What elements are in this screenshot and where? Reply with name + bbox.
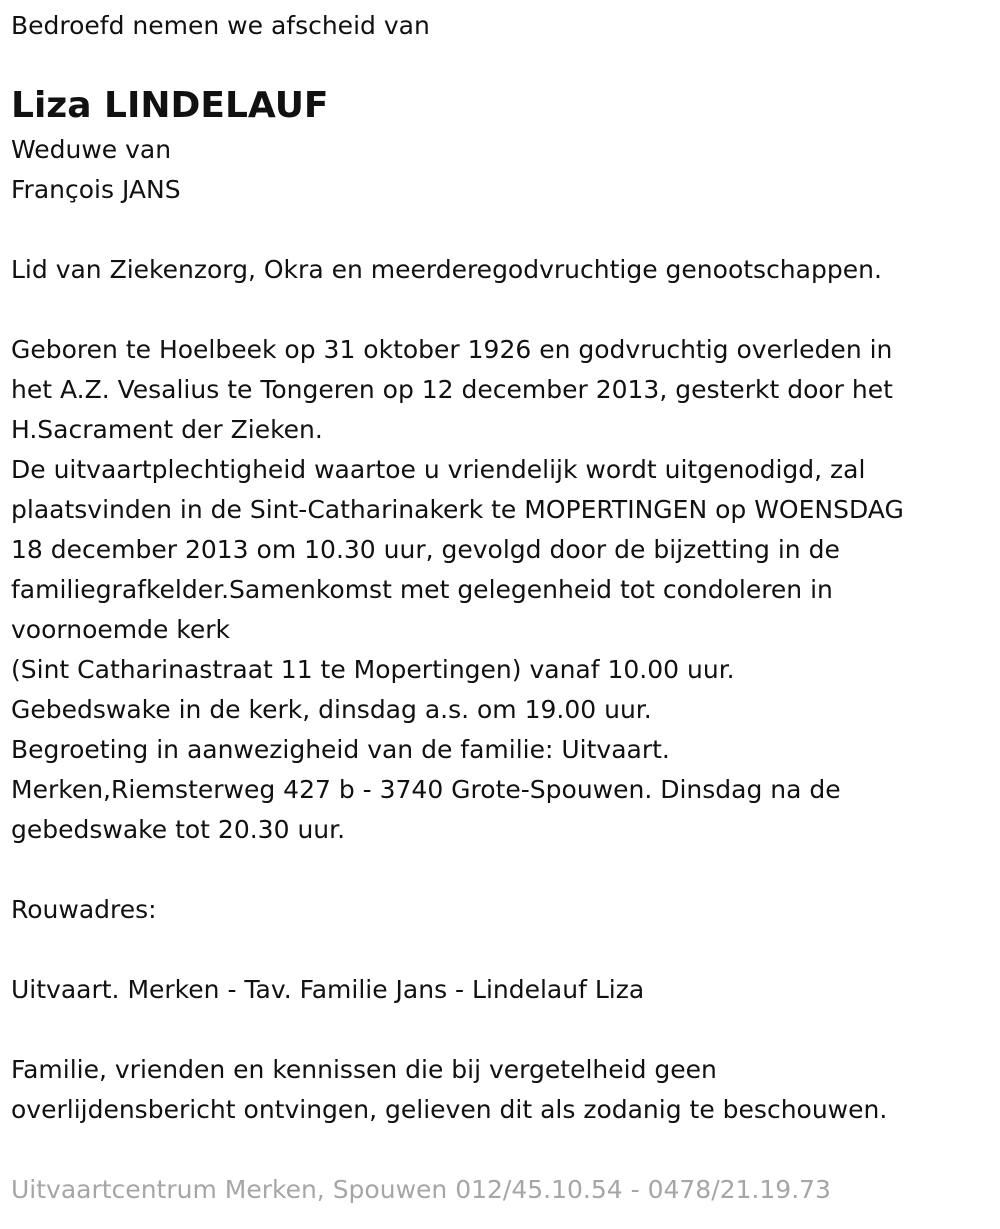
- spacer: [11, 930, 1000, 970]
- details-line: het A.Z. Vesalius te Tongeren op 12 december 2013, gesterkt door het: [11, 375, 893, 404]
- details-line: Begroeting in aanwezigheid van de familie: Uitvaart.: [11, 735, 670, 764]
- details-block: [11, 330, 1000, 850]
- details-line: gebedswake tot 20.30 uur.: [11, 815, 346, 844]
- spouse-line: François JANS: [11, 175, 181, 204]
- details-line: Geboren te Hoelbeek op 31 oktober 1926 en godvruchtig overleden in: [11, 335, 893, 364]
- rouwadres-address: Uitvaart. Merken - Tav. Familie Jans - Lindelauf Liza: [11, 975, 645, 1004]
- details-line: voornoemde kerk: [11, 615, 231, 644]
- intro-line: Bedroefd nemen we afscheid van: [11, 11, 430, 40]
- spacer: [11, 210, 1000, 250]
- funeral-home-footer: Uitvaartcentrum Merken, Spouwen 012/45.10.54 - 0478/21.19.73: [11, 1175, 831, 1204]
- details-line: Merken,Riemsterweg 427 b - 3740 Grote-Spouwen. Dinsdag na de: [11, 775, 841, 804]
- details-line: plaatsvinden in de Sint-Catharinakerk te MOPERTINGEN op WOENSDAG: [11, 495, 904, 524]
- spacer: [11, 290, 1000, 330]
- spacer: [11, 850, 1000, 890]
- membership-line: Lid van Ziekenzorg, Okra en meerderegodvruchtige genootschappen.: [11, 255, 882, 284]
- details-line: Gebedswake in de kerk, dinsdag a.s. om 19.00 uur.: [11, 695, 652, 724]
- spouse-block: [11, 130, 1000, 210]
- rouwadres-label: Rouwadres:: [11, 895, 157, 924]
- spouse-line: Weduwe van: [11, 135, 172, 164]
- notice-block: [11, 1050, 1000, 1130]
- details-line: 18 december 2013 om 10.30 uur, gevolgd door de bijzetting in de: [11, 535, 840, 564]
- details-line: De uitvaartplechtigheid waartoe u vriendelijk wordt uitgenodigd, zal: [11, 455, 866, 484]
- notice-line: overlijdensbericht ontvingen, gelieven dit als zodanig te beschouwen.: [11, 1095, 888, 1124]
- spacer: [11, 1010, 1000, 1050]
- notice-line: Familie, vrienden en kennissen die bij vergetelheid geen: [11, 1055, 717, 1084]
- details-line: (Sint Catharinastraat 11 te Mopertingen) vanaf 10.00 uur.: [11, 655, 735, 684]
- details-line: familiegrafkelder.Samenkomst met gelegenheid tot condoleren in: [11, 575, 833, 604]
- details-line: H.Sacrament der Zieken.: [11, 415, 323, 444]
- deceased-name: Liza LINDELAUF: [11, 85, 329, 126]
